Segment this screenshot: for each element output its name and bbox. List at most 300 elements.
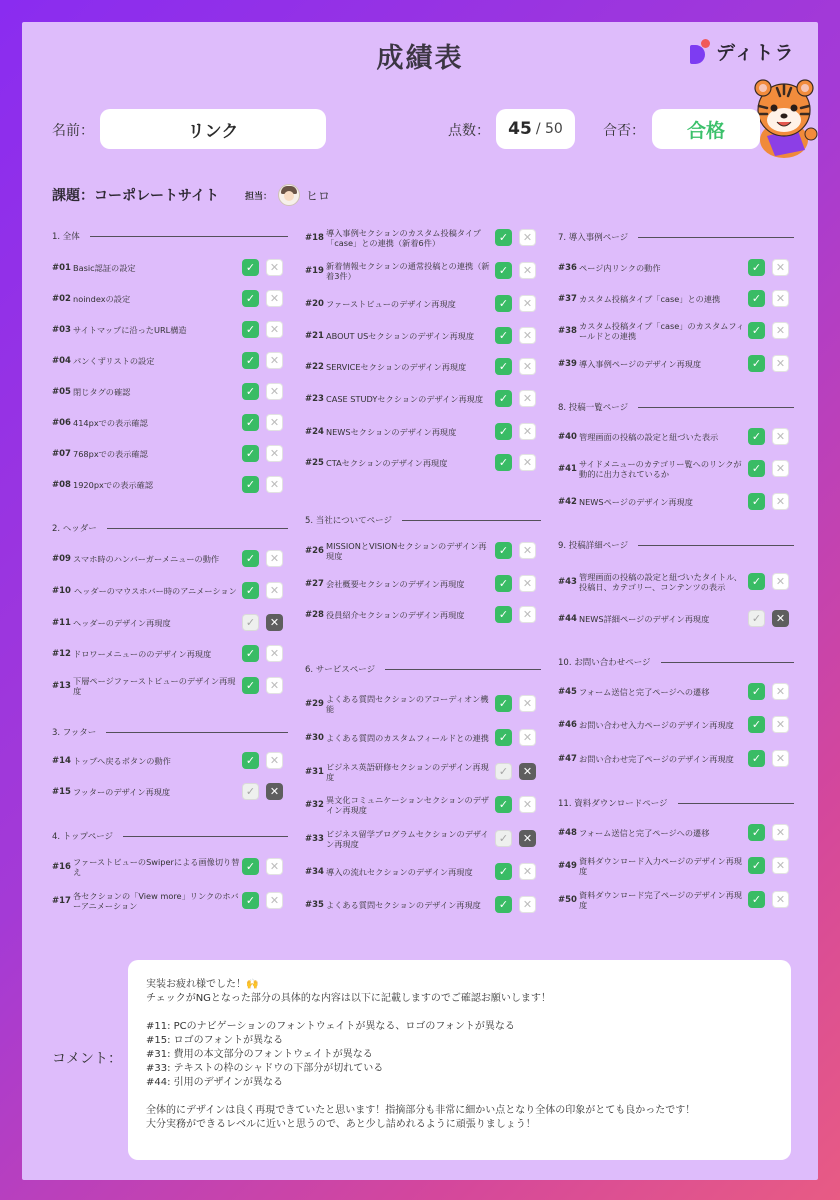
ng-cross-icon: ✕	[519, 390, 536, 407]
score-max: / 50	[535, 121, 563, 137]
check-row	[52, 408, 288, 438]
item-id: #48	[558, 828, 577, 838]
check-row	[52, 608, 288, 638]
ng-cross-icon: ✕	[266, 414, 283, 431]
ng-cross-icon: ✕	[772, 683, 789, 700]
ng-cross-icon: ✕	[772, 857, 789, 874]
check-row	[558, 422, 794, 452]
check-row	[305, 790, 541, 820]
item-label: フッターのデザイン再現度	[73, 787, 171, 797]
item-label: ビジネス英語研修セクションのデザイン再現度	[326, 762, 489, 782]
section-title: 5. 当社についてページ	[305, 516, 392, 526]
name-value: リンク	[187, 121, 239, 142]
ng-cross-icon: ✕	[519, 423, 536, 440]
item-id: #22	[305, 362, 324, 372]
check-row	[558, 677, 794, 707]
ok-check-icon: ✓	[242, 614, 259, 631]
item-label: 導入の流れセクションのデザイン再現度	[326, 867, 473, 877]
section-title: 9. 投稿詳細ページ	[558, 541, 629, 551]
item-label: カスタム投稿タイプ「case」との連携	[579, 294, 721, 304]
ok-check-icon: ✓	[495, 542, 512, 559]
ng-cross-icon: ✕	[519, 358, 536, 375]
item-label: 管理画面の投稿の設定と紐づいたタイトル、投稿日、カテゴリー、コンテンツの表示	[579, 572, 742, 592]
ok-check-icon: ✓	[748, 824, 765, 841]
ok-check-icon: ✓	[242, 290, 259, 307]
item-label: noindexの設定	[73, 294, 131, 304]
ng-cross-icon: ✕	[266, 476, 283, 493]
item-id: #07	[52, 449, 71, 459]
item-label: お問い合わせ入力ページのデザイン再現度	[579, 720, 734, 730]
item-id: #50	[558, 895, 577, 905]
item-id: #49	[558, 861, 577, 871]
ok-check-icon: ✓	[495, 358, 512, 375]
ok-check-icon: ✓	[242, 352, 259, 369]
ok-check-icon: ✓	[495, 763, 512, 780]
logo-mark-icon	[688, 39, 710, 65]
item-id: #32	[305, 800, 324, 810]
check-row	[52, 852, 288, 882]
ng-cross-icon: ✕	[266, 290, 283, 307]
ng-cross-icon: ✕	[772, 428, 789, 445]
item-id: #17	[52, 896, 71, 906]
ng-cross-icon: ✕	[266, 677, 283, 694]
ng-cross-icon: ✕	[519, 763, 536, 780]
check-row	[52, 253, 288, 283]
item-id: #23	[305, 394, 324, 404]
item-label: 414pxでの表示確認	[73, 418, 148, 428]
check-row	[558, 316, 794, 346]
item-label: スマホ時のハンバーガーメニューの動作	[73, 554, 220, 564]
item-label: ページ内リンクの動作	[579, 263, 661, 273]
item-id: #06	[52, 418, 71, 428]
ng-cross-icon: ✕	[519, 796, 536, 813]
section-heading	[558, 797, 794, 809]
check-row	[558, 885, 794, 915]
ok-check-icon: ✓	[748, 857, 765, 874]
item-id: #11	[52, 618, 71, 628]
score-label: 点数：	[448, 123, 490, 139]
ok-check-icon: ✓	[748, 428, 765, 445]
ng-cross-icon: ✕	[266, 445, 283, 462]
ok-check-icon: ✓	[242, 383, 259, 400]
section-title: 7. 導入事例ページ	[558, 233, 629, 243]
check-row	[305, 289, 541, 319]
check-row	[52, 886, 288, 916]
ng-cross-icon: ✕	[772, 460, 789, 477]
check-row	[305, 600, 541, 630]
item-id: #18	[305, 233, 324, 243]
ng-cross-icon: ✕	[266, 550, 283, 567]
item-label: フォーム送信と完了ページへの遷移	[579, 828, 710, 838]
item-id: #25	[305, 458, 324, 468]
ok-check-icon: ✓	[495, 695, 512, 712]
ok-check-icon: ✓	[495, 229, 512, 246]
comment-line: チェックがNGとなった部分の具体的な内容は以下に記載しますのでご確認お願いします！	[146, 993, 551, 1004]
section-title: 11. 資料ダウンロードページ	[558, 799, 668, 809]
item-label: サイトマップに沿ったURL構造	[73, 325, 187, 335]
ng-cross-icon: ✕	[266, 892, 283, 909]
section-heading	[305, 663, 541, 675]
check-row	[558, 253, 794, 283]
ng-cross-icon: ✕	[266, 383, 283, 400]
ng-cross-icon: ✕	[266, 858, 283, 875]
check-row	[52, 639, 288, 669]
check-row	[558, 818, 794, 848]
comment-line: #11: PCのナビゲーションのフォントウェイトが異なる、ロゴのフォントが異なる	[146, 1021, 515, 1032]
brand-name: ディトラ	[716, 42, 795, 64]
ok-check-icon: ✓	[242, 892, 259, 909]
result-label: 合否：	[603, 123, 645, 139]
ok-check-icon: ✓	[748, 573, 765, 590]
item-id: #24	[305, 427, 324, 437]
item-label: 役員紹介セクションのデザイン再現度	[326, 610, 465, 620]
ng-cross-icon: ✕	[519, 295, 536, 312]
item-label: 閉じタグの確認	[73, 387, 131, 397]
item-id: #04	[52, 356, 71, 366]
ok-check-icon: ✓	[495, 575, 512, 592]
item-id: #14	[52, 756, 71, 766]
ok-check-icon: ✓	[748, 891, 765, 908]
item-id: #21	[305, 331, 324, 341]
item-label: Basic認証の設定	[73, 263, 136, 273]
item-label: CTAセクションのデザイン再現度	[326, 458, 448, 468]
check-row	[305, 857, 541, 887]
ok-check-icon: ✓	[242, 476, 259, 493]
ok-check-icon: ✓	[495, 796, 512, 813]
item-label: 会社概要セクションのデザイン再現度	[326, 579, 465, 589]
check-row	[305, 824, 541, 854]
item-id: #40	[558, 432, 577, 442]
item-label: トップへ戻るボタンの動作	[73, 756, 171, 766]
ok-check-icon: ✓	[495, 454, 512, 471]
ok-check-icon: ✓	[495, 390, 512, 407]
ok-check-icon: ✓	[495, 830, 512, 847]
item-label: ドロワーメニューののデザイン再現度	[73, 649, 212, 659]
item-label: パンくずリストの設定	[73, 356, 155, 366]
ok-check-icon: ✓	[748, 493, 765, 510]
item-id: #42	[558, 497, 577, 507]
check-row	[305, 536, 541, 566]
comment-line: #15: ロゴのフォントが異なる	[146, 1035, 284, 1046]
item-id: #08	[52, 480, 71, 490]
check-row	[558, 454, 794, 484]
task-title: 課題：コーポレートサイト	[52, 188, 220, 204]
item-id: #41	[558, 464, 577, 474]
ng-cross-icon: ✕	[266, 352, 283, 369]
check-row	[52, 544, 288, 574]
check-row	[305, 448, 541, 478]
section-heading	[305, 514, 541, 526]
item-id: #37	[558, 294, 577, 304]
item-label: お問い合わせ完了ページのデザイン再現度	[579, 754, 734, 764]
check-row	[52, 576, 288, 606]
item-label: NEWSセクションのデザイン再現度	[326, 427, 457, 437]
item-label: フォーム送信と完了ページへの遷移	[579, 687, 710, 697]
check-row	[558, 487, 794, 517]
ng-cross-icon: ✕	[519, 454, 536, 471]
comment-line: #44: 引用のデザインが異なる	[146, 1077, 283, 1088]
ng-cross-icon: ✕	[772, 716, 789, 733]
item-id: #33	[305, 834, 324, 844]
item-label: CASE STUDYセクションのデザイン再現度	[326, 394, 484, 404]
ng-cross-icon: ✕	[266, 582, 283, 599]
ok-check-icon: ✓	[748, 460, 765, 477]
ng-cross-icon: ✕	[772, 290, 789, 307]
item-label: よくある質問セクションのアコーディオン機能	[326, 694, 489, 714]
item-id: #44	[558, 614, 577, 624]
check-row	[52, 746, 288, 776]
item-id: #12	[52, 649, 71, 659]
ok-check-icon: ✓	[242, 783, 259, 800]
comment-line: #31: 費用の本文部分のフォントウェイトが異なる	[146, 1049, 373, 1060]
check-row	[305, 757, 541, 787]
item-id: #35	[305, 900, 324, 910]
item-label: 新着情報セクションの通常投稿との連携（新着3件）	[326, 261, 490, 281]
ok-check-icon: ✓	[495, 327, 512, 344]
ng-cross-icon: ✕	[519, 606, 536, 623]
ok-check-icon: ✓	[748, 716, 765, 733]
score-value: 45	[508, 119, 532, 139]
ok-check-icon: ✓	[495, 262, 512, 279]
ok-check-icon: ✓	[242, 677, 259, 694]
item-id: #30	[305, 733, 324, 743]
section-heading	[558, 539, 794, 551]
section-title: 2. ヘッダー	[52, 524, 97, 534]
ok-check-icon: ✓	[495, 606, 512, 623]
section-title: 6. サービスページ	[305, 665, 376, 675]
item-label: 資料ダウンロード完了ページのデザイン再現度	[579, 890, 743, 910]
item-label: 768pxでの表示確認	[73, 449, 148, 459]
comment-line: 全体的にデザインは良く再現できていたと思います！指摘部分も非常に細かい点となり全体の印象がとても良かったです！	[146, 1105, 696, 1116]
name-field	[100, 109, 326, 149]
charge-person: ヒロ	[306, 188, 331, 203]
comment-label: コメント：	[52, 1051, 122, 1067]
ok-check-icon: ✓	[495, 729, 512, 746]
check-row	[305, 256, 541, 286]
ng-cross-icon: ✕	[519, 327, 536, 344]
result-value: 合格	[686, 119, 725, 142]
item-id: #45	[558, 687, 577, 697]
check-row	[305, 384, 541, 414]
check-row	[52, 346, 288, 376]
check-row	[52, 470, 288, 500]
section-heading	[52, 726, 288, 738]
item-label: 導入事例ページのデザイン再現度	[579, 359, 702, 369]
check-row	[558, 851, 794, 881]
item-id: #46	[558, 720, 577, 730]
ng-cross-icon: ✕	[519, 695, 536, 712]
item-label: よくある質問のカスタムフィールドとの連携	[326, 733, 489, 743]
ok-check-icon: ✓	[748, 322, 765, 339]
comment-line: #33: テキストの枠のシャドウの下部分が切れている	[146, 1063, 384, 1074]
item-label: サイドメニューのカテゴリー覧へのリンクが動的に出力されているか	[579, 459, 742, 479]
section-title: 10. お問い合わせページ	[558, 658, 651, 668]
item-id: #47	[558, 754, 577, 764]
ok-check-icon: ✓	[242, 645, 259, 662]
item-id: #10	[52, 586, 71, 596]
check-row	[52, 777, 288, 807]
ng-cross-icon: ✕	[266, 259, 283, 276]
section-heading	[558, 401, 794, 413]
score-field	[496, 109, 575, 149]
comment-line: 実装お疲れ様でした！🙌	[146, 979, 259, 990]
item-label: ファーストビューのSwiperによる画像切り替え	[73, 857, 240, 877]
ng-cross-icon: ✕	[266, 783, 283, 800]
comment-line: 大分実務ができるレベルに近いと思うので、あと少し詰めれるように頑張りましょう！	[146, 1119, 536, 1130]
item-label: NEWSページのデザイン再現度	[579, 497, 693, 507]
ng-cross-icon: ✕	[266, 645, 283, 662]
item-label: 管理画面の投稿の設定と紐づいた表示	[579, 432, 719, 442]
check-row	[52, 377, 288, 407]
name-label: 名前：	[52, 123, 94, 139]
ok-check-icon: ✓	[242, 259, 259, 276]
item-id: #02	[52, 294, 71, 304]
item-label: NEWS詳細ページのデザイン再現度	[579, 614, 710, 624]
section-title: 1. 全体	[52, 232, 80, 242]
check-row	[305, 890, 541, 920]
ok-check-icon: ✓	[242, 321, 259, 338]
check-row	[558, 567, 794, 597]
ng-cross-icon: ✕	[772, 750, 789, 767]
item-label: ABOUT USセクションのデザイン再現度	[326, 331, 475, 341]
check-row	[52, 284, 288, 314]
item-label: 下層ページファーストビューのデザイン再現度	[73, 676, 236, 696]
item-label: ヘッダーのデザイン再現度	[73, 618, 171, 628]
check-row	[305, 569, 541, 599]
ok-check-icon: ✓	[242, 550, 259, 567]
ng-cross-icon: ✕	[266, 614, 283, 631]
ok-check-icon: ✓	[748, 683, 765, 700]
comment-box	[128, 960, 791, 1160]
item-id: #20	[305, 299, 324, 309]
item-id: #05	[52, 387, 71, 397]
check-row	[558, 604, 794, 634]
item-id: #01	[52, 263, 71, 273]
item-label: カスタム投稿タイプ「case」のカスタムフィールドとの連携	[579, 321, 745, 341]
item-id: #13	[52, 681, 71, 691]
ok-check-icon: ✓	[748, 750, 765, 767]
item-id: #38	[558, 326, 577, 336]
ng-cross-icon: ✕	[519, 229, 536, 246]
section-title: 4. トップページ	[52, 832, 114, 842]
ok-check-icon: ✓	[242, 752, 259, 769]
section-heading	[558, 231, 794, 243]
ng-cross-icon: ✕	[519, 262, 536, 279]
ng-cross-icon: ✕	[772, 610, 789, 627]
check-row	[305, 417, 541, 447]
item-id: #09	[52, 554, 71, 564]
item-label: よくある質問セクションのデザイン再現度	[326, 900, 481, 910]
item-label: MISSIONとVISIONセクションのデザイン再現度	[326, 541, 487, 561]
ok-check-icon: ✓	[242, 582, 259, 599]
item-label: 導入事例セクションのカスタム投稿タイプ「case」との連携（新着6件）	[326, 228, 481, 248]
ng-cross-icon: ✕	[772, 824, 789, 841]
item-label: 1920pxでの表示確認	[73, 480, 154, 490]
ng-cross-icon: ✕	[519, 830, 536, 847]
section-heading	[52, 522, 288, 534]
item-label: 異文化コミュニケーションセクションのデザイン再現度	[326, 795, 490, 815]
ng-cross-icon: ✕	[772, 322, 789, 339]
ok-check-icon: ✓	[242, 445, 259, 462]
section-heading	[558, 656, 794, 668]
check-row	[52, 671, 288, 701]
item-id: #34	[305, 867, 324, 877]
ok-check-icon: ✓	[242, 414, 259, 431]
ok-check-icon: ✓	[748, 290, 765, 307]
item-label: ヘッダーのマウスホバー時のアニメーション	[74, 586, 237, 596]
ng-cross-icon: ✕	[519, 575, 536, 592]
ng-cross-icon: ✕	[519, 729, 536, 746]
task-header	[52, 184, 330, 206]
check-row	[305, 223, 541, 253]
check-row	[558, 744, 794, 774]
report-card	[22, 22, 818, 1180]
ng-cross-icon: ✕	[266, 752, 283, 769]
ng-cross-icon: ✕	[266, 321, 283, 338]
ok-check-icon: ✓	[495, 295, 512, 312]
ok-check-icon: ✓	[748, 610, 765, 627]
ng-cross-icon: ✕	[772, 355, 789, 372]
check-row	[558, 349, 794, 379]
item-id: #26	[305, 546, 324, 556]
check-row	[305, 321, 541, 351]
ng-cross-icon: ✕	[519, 896, 536, 913]
item-id: #31	[305, 767, 324, 777]
item-id: #28	[305, 610, 324, 620]
section-title: 3. フッター	[52, 728, 97, 738]
item-id: #03	[52, 325, 71, 335]
item-id: #39	[558, 359, 577, 369]
ok-check-icon: ✓	[495, 863, 512, 880]
ng-cross-icon: ✕	[519, 863, 536, 880]
result-field	[652, 109, 760, 149]
section-title: 8. 投稿一覧ページ	[558, 403, 629, 413]
check-row	[305, 723, 541, 753]
item-label: 資料ダウンロード入力ページのデザイン再現度	[579, 856, 743, 876]
item-id: #27	[305, 579, 324, 589]
item-label: 各セクションの「View more」リンクのホバーアニメーション	[73, 891, 239, 911]
ng-cross-icon: ✕	[772, 891, 789, 908]
brand-logo	[688, 38, 794, 65]
item-label: SERVICEセクションのデザイン再現度	[326, 362, 467, 372]
check-row	[305, 689, 541, 719]
check-row	[52, 439, 288, 469]
section-heading	[52, 830, 288, 842]
item-id: #19	[305, 266, 324, 276]
ng-cross-icon: ✕	[772, 259, 789, 276]
ok-check-icon: ✓	[495, 423, 512, 440]
item-id: #36	[558, 263, 577, 273]
charge-label: 担当：	[245, 191, 273, 202]
ng-cross-icon: ✕	[772, 573, 789, 590]
ng-cross-icon: ✕	[772, 493, 789, 510]
page-title: 成績表	[376, 43, 464, 74]
section-heading	[52, 230, 288, 242]
check-row	[558, 710, 794, 740]
check-row	[305, 352, 541, 382]
ok-check-icon: ✓	[748, 355, 765, 372]
item-id: #43	[558, 577, 577, 587]
item-label: ビジネス留学プログラムセクションのデザイン再現度	[326, 829, 489, 849]
check-row	[558, 284, 794, 314]
ok-check-icon: ✓	[242, 858, 259, 875]
item-label: ファーストビューのデザイン再現度	[326, 299, 456, 309]
item-id: #16	[52, 862, 71, 872]
check-row	[52, 315, 288, 345]
ok-check-icon: ✓	[748, 259, 765, 276]
avatar	[278, 184, 300, 206]
item-id: #15	[52, 787, 71, 797]
